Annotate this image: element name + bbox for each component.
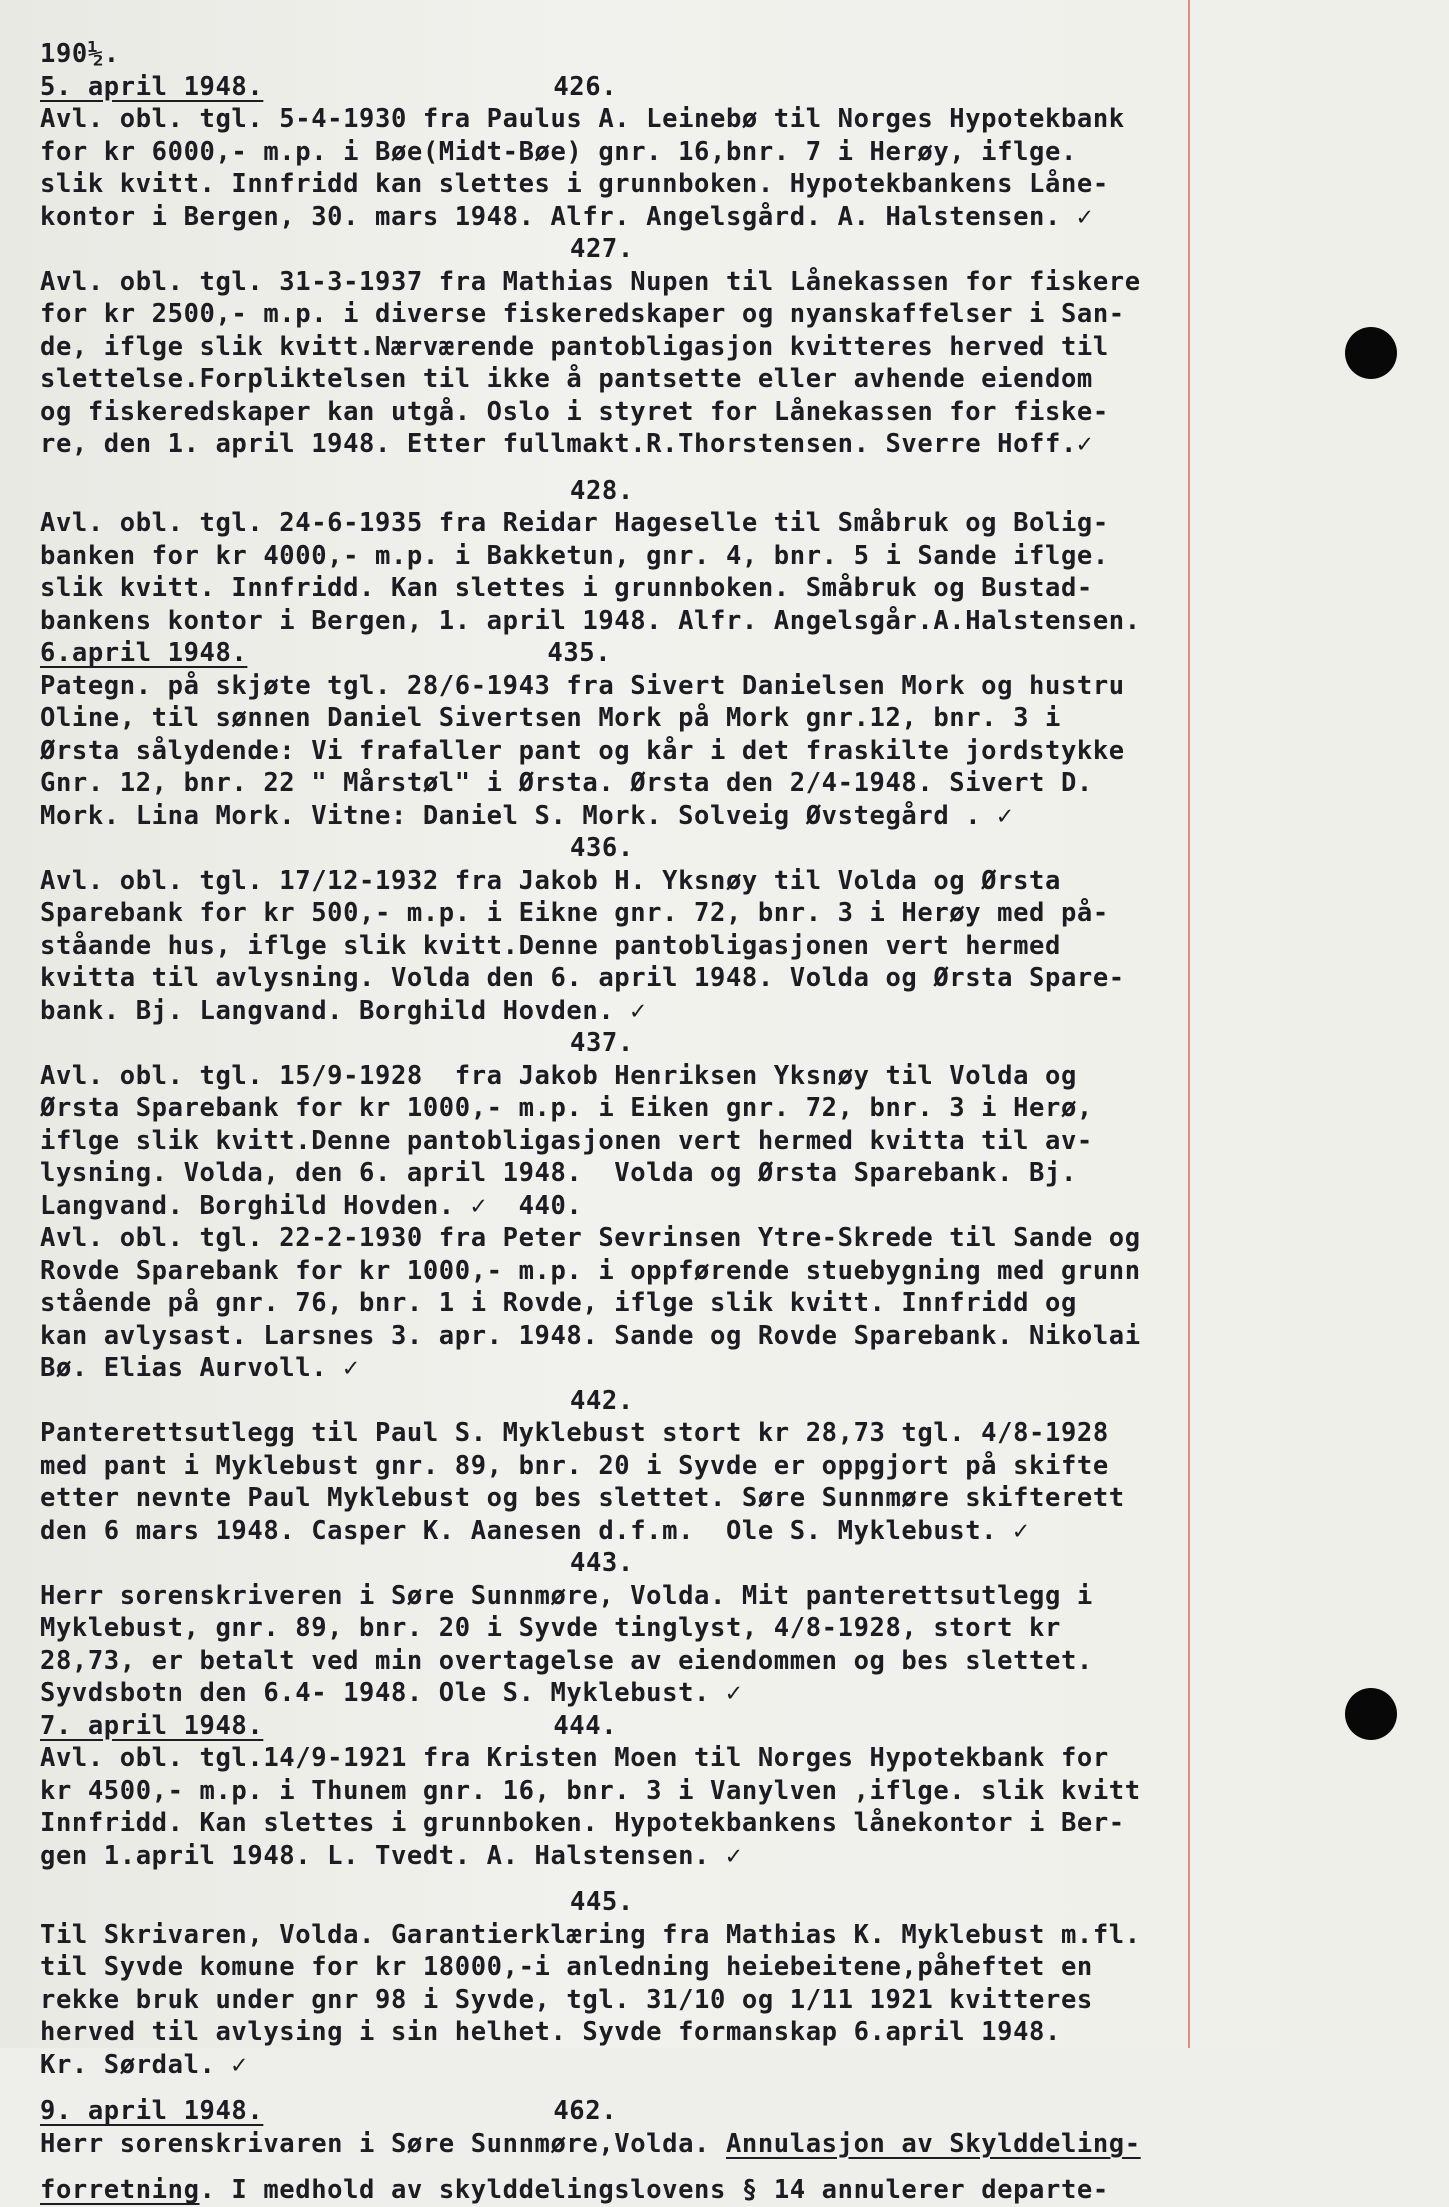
date-heading (40, 2095, 1210, 2128)
entry-text-line: bankens kontor i Bergen, 1. april 1948. Alfr. Angelsgår.A.Halstensen. (40, 605, 1141, 636)
entry-text-line: re, den 1. april 1948. Etter fullmakt.R.Thorstensen. Sverre Hoff.✓ (40, 429, 1093, 459)
entry-date: 7. april 1948. (40, 1710, 264, 1741)
entry-number: 444. (553, 1710, 618, 1741)
entry-text-line: for kr 2500,- m.p. i diverse fiskeredskaper og nyanskaffelser i San- (40, 299, 1125, 329)
entry-text-line: Myklebust, gnr. 89, bnr. 20 i Syvde tinglyst, 4/8-1928, stort kr (40, 1613, 1061, 1643)
entry-text-line: Avl. obl. tgl. 15/9-1928 fra Jakob Henriksen Yksnøy til Volda og (40, 1060, 1077, 1091)
entry-text-line: Syvdsbotn den 6.4- 1948. Ole S. Myklebust. ✓ (40, 1678, 742, 1708)
entry-text-line: Ørsta Sparebank for kr 1000,- m.p. i Eiken gnr. 72, bnr. 3 i Herø, (40, 1093, 1093, 1123)
entry-text-line: Herr sorenskriveren i Søre Sunnmøre, Volda. Mit panterettsutlegg i (40, 1580, 1093, 1611)
entry-text-line: Avl. obl. tgl. 17/12-1932 fra Jakob H. Yksnøy til Volda og Ørsta (40, 865, 1061, 896)
underlined-heading: Annulasjon av Skylddeling- (725, 2128, 1141, 2159)
entry-text-line: Gnr. 12, bnr. 22 " Mårstøl" i Ørsta. Ørsta den 2/4-1948. Sivert D. (40, 768, 1093, 798)
entry-date: 6.april 1948. (40, 638, 248, 668)
spacer (40, 461, 1210, 475)
entry-text-line: stående på gnr. 76, bnr. 1 i Rovde, iflge slik kvitt. Innfridd og (40, 1288, 1077, 1318)
entry-text-line: bank. Bj. Langvand. Borghild Hovden. ✓ (40, 995, 647, 1026)
entry-text-line: Avl. obl. tgl.14/9-1921 fra Kristen Moen til Norges Hypotekbank for (40, 1743, 1109, 1773)
entry-number: 435. (547, 638, 612, 668)
entry-text-line: Bø. Elias Aurvoll. ✓ (40, 1353, 360, 1383)
entry-text-line: til Syvde komune for kr 18000,-i anledning heiebeitene,påheftet en (40, 1952, 1093, 1982)
spacer (40, 1872, 1210, 1886)
entry-text-line: og fiskeredskaper kan utgå. Oslo i styret for Lånekassen for fiske- (40, 396, 1109, 427)
entry-text-line: Avl. obl. tgl. 31-3-1937 fra Mathias Nupen til Lånekassen for fiskere (40, 266, 1141, 297)
entry-number: 436. (570, 833, 634, 863)
underlined-heading: forretning (40, 2175, 200, 2205)
entry-text-line: etter nevnte Paul Myklebust og bes slettet. Søre Sunnmøre skifterett (40, 1483, 1125, 1513)
entry-text-line: Panterettsutlegg til Paul S. Myklebust stort kr 28,73 tgl. 4/8-1928 (40, 1418, 1109, 1448)
entry-text-line: slik kvitt. Innfridd. Kan slettes i grunnboken. Småbruk og Bustad- (40, 573, 1093, 603)
entry-number: 428. (570, 475, 634, 506)
entry-text-line: Innfridd. Kan slettes i grunnboken. Hypotekbankens lånekontor i Ber- (40, 1808, 1125, 1838)
entry-date: 5. april 1948. (40, 71, 264, 102)
punch-hole-bottom (1345, 1688, 1397, 1740)
punch-hole-top (1345, 327, 1397, 379)
spacer (40, 2160, 1210, 2174)
entry-text-line: Avl. obl. tgl. 5-4-1930 fra Paulus A. Leinebø til Norges Hypotekbank (40, 104, 1125, 134)
entry-text-line: Til Skrivaren, Volda. Garantierklæring fra Mathias K. Myklebust m.fl. (40, 1919, 1141, 1950)
entry-text-line: iflge slik kvitt.Denne pantobligasjonen vert hermed kvitta til av- (40, 1125, 1093, 1156)
entry-text-line: de, iflge slik kvitt.Nærværende pantobligasjon kvitteres herved til (40, 331, 1109, 362)
entry-text-line: med pant i Myklebust gnr. 89, bnr. 20 i Syvde er oppgjort på skifte (40, 1450, 1109, 1481)
page-number: 190½. (40, 39, 120, 69)
entry-text-line: Herr sorenskrivaren i Søre Sunnmøre,Volda. Annulasjon av Skylddeling- (40, 2128, 1141, 2159)
entry-text-line: kvitta til avlysning. Volda den 6. april 1948. Volda og Ørsta Spare- (40, 963, 1125, 993)
entry-number: 443. (570, 1548, 634, 1578)
entry-text-line: den 6 mars 1948. Casper K. Aanesen d.f.m. Ole S. Myklebust. ✓ (40, 1515, 1030, 1546)
entry-text-line: Pategn. på skjøte tgl. 28/6-1943 fra Sivert Danielsen Mork og hustru (40, 670, 1125, 701)
entry-text-line: kr 4500,- m.p. i Thunem gnr. 16, bnr. 3 i Vanylven ,iflge. slik kvitt (40, 1775, 1141, 1806)
entry-text-line: lysning. Volda, den 6. april 1948. Volda og Ørsta Sparebank. Bj. (40, 1158, 1077, 1188)
entry-text-line: Langvand. Borghild Hovden. ✓ 440. (40, 1190, 583, 1221)
entry-number: 427. (570, 234, 634, 264)
entry-number: 462. (553, 2096, 618, 2126)
entry-number: 437. (570, 1028, 634, 1058)
entry-text-line: rekke bruk under gnr 98 i Syvde, tgl. 31/10 og 1/11 1921 kvitteres (40, 1984, 1093, 2015)
entry-date: 9. april 1948. (40, 2096, 264, 2126)
entry-text-line: herved til avlysing i sin helhet. Syvde formanskap 6.april 1948. (40, 2017, 1061, 2047)
entry-text-line: slettelse.Forpliktelsen til ikke å pantsette eller avhende eiendom (40, 364, 1093, 394)
entry-text-line: forretning. I medhold av skylddelingslovens § 14 annulerer departe- (40, 2175, 1109, 2205)
entry-text-line: Rovde Sparebank for kr 1000,- m.p. i oppførende stuebygning med grunn (40, 1255, 1141, 1286)
date-heading (40, 1710, 1210, 1743)
entry-text-line: banken for kr 4000,- m.p. i Bakketun, gnr. 4, bnr. 5 i Sande iflge. (40, 540, 1109, 571)
entry-text-line: Oline, til sønnen Daniel Sivertsen Mork på Mork gnr.12, bnr. 3 i (40, 703, 1061, 733)
entry-text-line: 28,73, er betalt ved min overtagelse av eiendommen og bes slettet. (40, 1645, 1093, 1676)
entry-text-line: Mork. Lina Mork. Vitne: Daniel S. Mork. Solveig Øvstegård . ✓ (40, 800, 1014, 831)
spacer (40, 2081, 1210, 2095)
entry-text-line: Avl. obl. tgl. 24-6-1935 fra Reidar Hageselle til Småbruk og Bolig- (40, 508, 1109, 538)
entry-text-line: kan avlysast. Larsnes 3. apr. 1948. Sande og Rovde Sparebank. Nikolai (40, 1320, 1141, 1351)
entry-text-line: kontor i Bergen, 30. mars 1948. Alfr. Angelsgård. A. Halstensen. ✓ (40, 201, 1093, 232)
date-heading (40, 71, 1210, 104)
entry-text-line: Kr. Sørdal. ✓ (40, 2049, 248, 2080)
entry-text-line: slik kvitt. Innfridd kan slettes i grunnboken. Hypotekbankens Låne- (40, 169, 1109, 199)
entry-number: 426. (553, 71, 618, 102)
date-heading (40, 637, 1210, 670)
entry-number: 442. (570, 1385, 634, 1416)
entry-text-line: Sparebank for kr 500,- m.p. i Eikne gnr. 72, bnr. 3 i Herøy med på- (40, 898, 1109, 928)
entry-number: 445. (570, 1887, 634, 1917)
entry-text-line: for kr 6000,- m.p. i Bøe(Midt-Bøe) gnr. 16,bnr. 7 i Herøy, iflge. (40, 136, 1077, 167)
entry-text-line: ståande hus, iflge slik kvitt.Denne pantobligasjonen vert hermed (40, 930, 1061, 961)
entry-text-line: Ørsta sålydende: Vi frafaller pant og kår i det fraskilte jordstykke (40, 735, 1125, 766)
entry-text-line: gen 1.april 1948. L. Tvedt. A. Halstensen. ✓ (40, 1840, 742, 1871)
ledger-text (40, 38, 1210, 2207)
entry-text-line: Avl. obl. tgl. 22-2-1930 fra Peter Sevrinsen Ytre-Skrede til Sande og (40, 1223, 1141, 1253)
